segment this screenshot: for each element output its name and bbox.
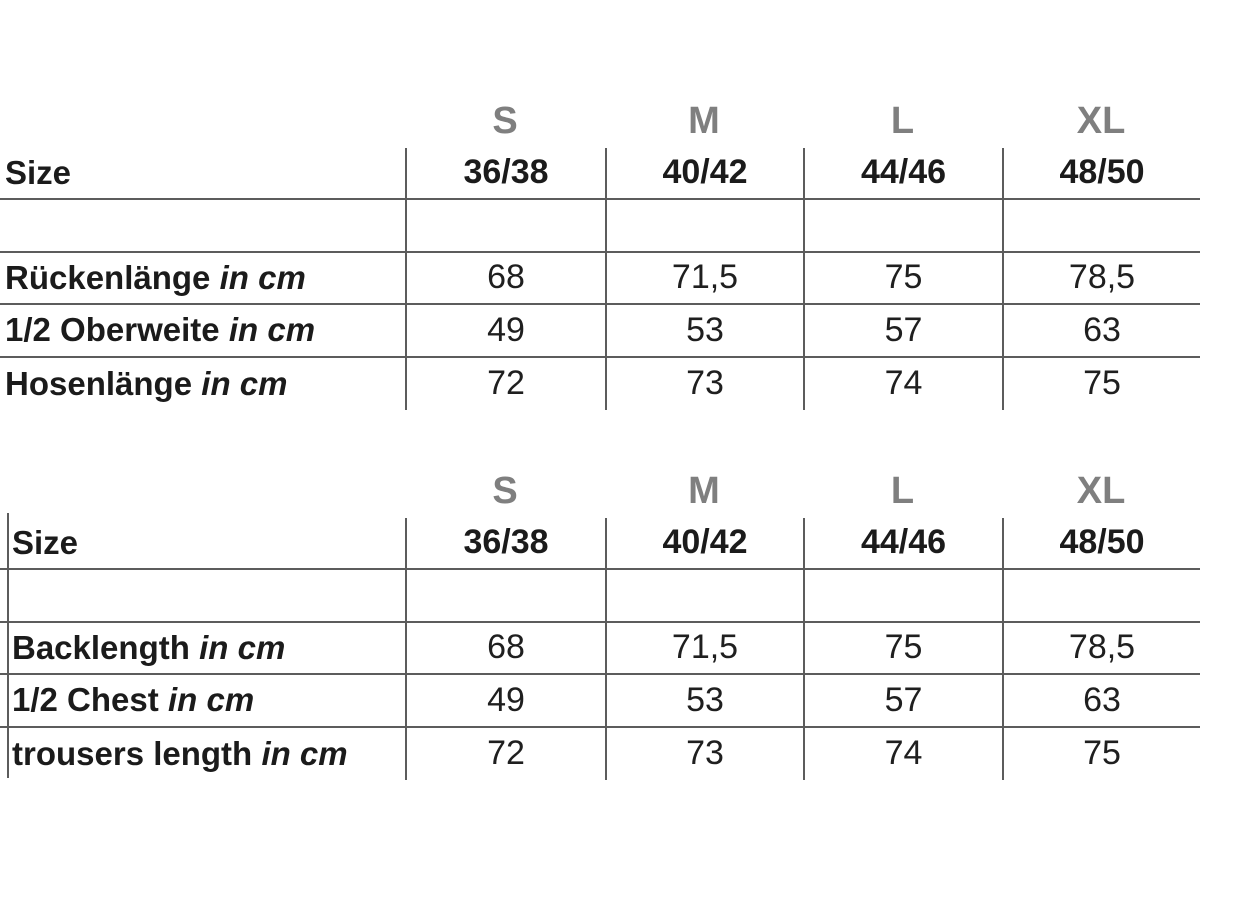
size-number: 36/38 [405,148,605,201]
size-number: 44/46 [803,148,1002,201]
measurement-value: 72 [405,358,605,411]
size-number: 40/42 [605,148,803,201]
measurement-value: 53 [605,305,803,358]
size-chart-german [0,95,1200,410]
size-number: 48/50 [1002,518,1200,571]
measurement-value: 49 [405,675,605,728]
measurement-value: 75 [1002,728,1200,781]
measurement-unit: in cm [219,258,306,296]
measurement-name: trousers length [12,734,253,772]
measurement-unit: in cm [199,628,286,666]
measurement-value: 75 [803,623,1002,676]
size-row-label: Size [0,148,405,201]
size-letter: M [688,99,720,142]
measurement-unit: in cm [228,311,316,349]
measurement-value: 74 [803,358,1002,411]
size-number: 36/38 [405,518,605,571]
measurement-value: 68 [405,253,605,306]
size-row-label: Size [0,518,405,571]
empty-cell [0,570,405,623]
measurement-name: 1/2 Chest [12,681,159,719]
empty-cell [803,200,1002,253]
size-chart-english [0,465,1200,780]
measurement-value: 73 [605,358,803,411]
measurement-label [0,675,405,728]
size-number: 48/50 [1002,148,1200,201]
measurement-value: 75 [803,253,1002,306]
measurement-name: 1/2 Oberweite [5,311,220,349]
size-letter: L [890,469,915,512]
size-number: 44/46 [803,518,1002,571]
size-letter: S [492,469,518,512]
size-letter: S [492,99,518,142]
empty-cell [1002,200,1200,253]
measurement-label [0,623,405,676]
measurement-value: 78,5 [1002,623,1200,676]
size-letter: XL [1076,99,1126,142]
measurement-value: 57 [803,305,1002,358]
measurement-value: 63 [1002,675,1200,728]
measurement-value: 72 [405,728,605,781]
measurement-value: 73 [605,728,803,781]
size-letter: L [890,99,915,142]
measurement-label [0,358,405,411]
size-letter: M [688,469,720,512]
measurement-name: Rückenlänge [5,258,211,296]
measurement-unit: in cm [201,364,288,402]
empty-cell [405,200,605,253]
measurement-value: 57 [803,675,1002,728]
empty-cell [803,570,1002,623]
header-spacer [0,465,405,518]
size-letter: XL [1076,469,1126,512]
header-spacer [0,95,405,148]
measurement-label [0,728,405,781]
measurement-value: 71,5 [605,623,803,676]
empty-cell [405,570,605,623]
measurement-name: Backlength [12,628,190,666]
measurement-label [0,253,405,306]
empty-cell [1002,570,1200,623]
measurement-name: Hosenlänge [5,364,193,402]
table-left-border [7,513,9,778]
measurement-unit: in cm [261,734,348,772]
size-number: 40/42 [605,518,803,571]
measurement-label [0,305,405,358]
measurement-value: 71,5 [605,253,803,306]
measurement-value: 63 [1002,305,1200,358]
measurement-unit: in cm [167,681,255,719]
measurement-value: 75 [1002,358,1200,411]
empty-cell [605,200,803,253]
measurement-value: 68 [405,623,605,676]
empty-cell [605,570,803,623]
empty-cell [0,200,405,253]
measurement-value: 74 [803,728,1002,781]
measurement-value: 78,5 [1002,253,1200,306]
measurement-value: 49 [405,305,605,358]
measurement-value: 53 [605,675,803,728]
